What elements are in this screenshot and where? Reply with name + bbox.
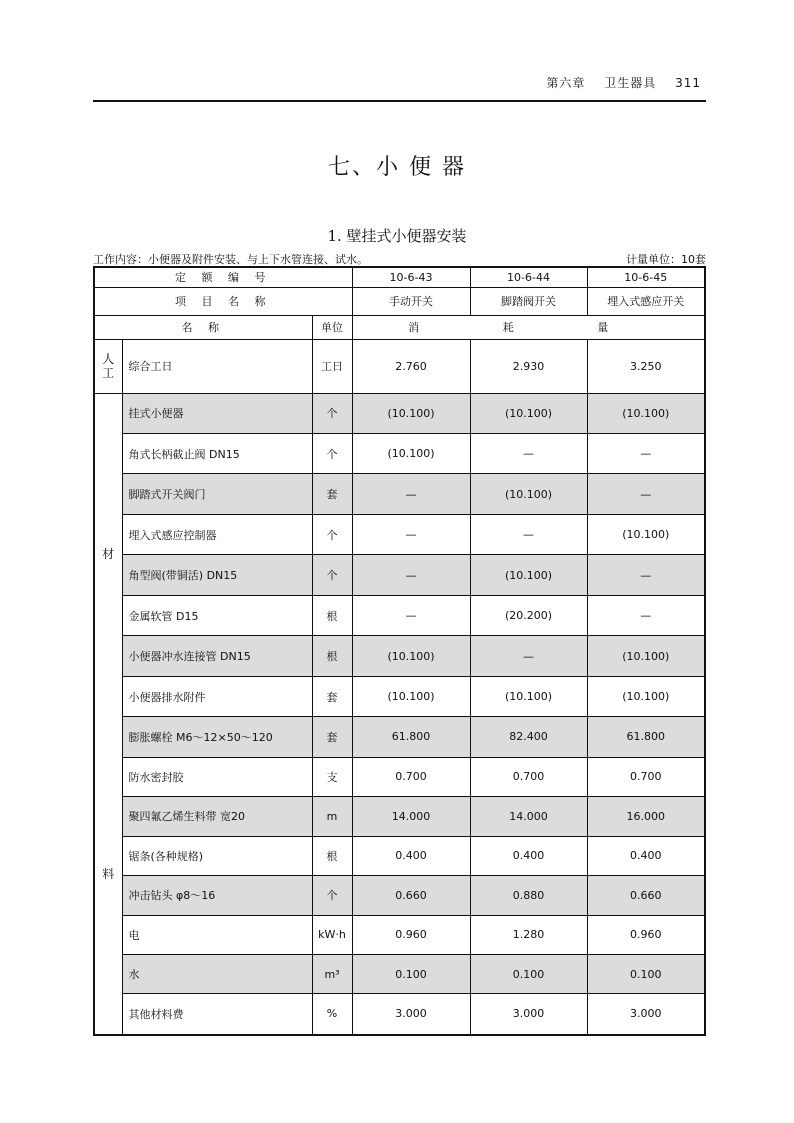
material-name: 锯条(各种规格) bbox=[122, 836, 312, 875]
material-name: 角型阀(带铜活) DN15 bbox=[122, 555, 312, 595]
material-value: 3.000 bbox=[470, 994, 587, 1035]
material-unit: 个 bbox=[312, 876, 352, 915]
material-value: 0.880 bbox=[470, 876, 587, 915]
material-value: 3.000 bbox=[352, 994, 470, 1035]
item-name: 脚踏阀开关 bbox=[470, 287, 587, 315]
material-unit: 个 bbox=[312, 433, 352, 473]
chapter-label: 第六章 bbox=[546, 76, 586, 90]
material-value: (10.100) bbox=[352, 636, 470, 676]
material-value: 0.400 bbox=[470, 836, 587, 875]
material-value: — bbox=[470, 636, 587, 676]
section-subtitle: 1. 壁挂式小便器安装 bbox=[327, 227, 467, 245]
material-value: (10.100) bbox=[470, 393, 587, 433]
material-name: 角式长柄截止阀 DN15 bbox=[122, 433, 312, 473]
page-number: 311 bbox=[675, 76, 701, 90]
material-row bbox=[94, 797, 705, 836]
labor-name: 综合工日 bbox=[122, 339, 312, 393]
material-name: 电 bbox=[122, 915, 312, 954]
labor-unit: 工日 bbox=[312, 339, 352, 393]
material-value: 82.400 bbox=[470, 717, 587, 757]
item-label: 项 目 名 称 bbox=[94, 287, 352, 315]
name-header: 名 称 bbox=[94, 315, 312, 339]
material-value: (10.100) bbox=[352, 433, 470, 473]
material-value: — bbox=[470, 514, 587, 554]
material-row bbox=[94, 433, 705, 473]
page-header bbox=[532, 74, 701, 91]
material-unit: 个 bbox=[312, 514, 352, 554]
material-value: 0.960 bbox=[587, 915, 705, 954]
quota-table bbox=[93, 266, 706, 1036]
material-category bbox=[94, 393, 122, 1035]
material-value: 0.100 bbox=[587, 954, 705, 993]
material-value: 14.000 bbox=[352, 797, 470, 836]
material-value: (10.100) bbox=[587, 393, 705, 433]
material-unit: kW·h bbox=[312, 915, 352, 954]
material-row bbox=[94, 595, 705, 635]
material-value: 0.400 bbox=[587, 836, 705, 875]
material-name: 埋入式感应控制器 bbox=[122, 514, 312, 554]
material-name: 金属软管 D15 bbox=[122, 595, 312, 635]
material-value: (10.100) bbox=[352, 676, 470, 716]
material-value: (10.100) bbox=[587, 676, 705, 716]
material-unit: 个 bbox=[312, 555, 352, 595]
material-row bbox=[94, 393, 705, 433]
material-row bbox=[94, 757, 705, 796]
material-unit: m bbox=[312, 797, 352, 836]
material-value: (10.100) bbox=[587, 636, 705, 676]
material-value: — bbox=[352, 555, 470, 595]
quota-code: 10-6-43 bbox=[352, 267, 470, 287]
unit-header: 单位 bbox=[312, 315, 352, 339]
quota-code: 10-6-45 bbox=[587, 267, 705, 287]
material-value: — bbox=[470, 433, 587, 473]
material-value: 61.800 bbox=[352, 717, 470, 757]
labor-value: 2.930 bbox=[470, 339, 587, 393]
work-content: 工作内容：小便器及附件安装、与上下水管连接、试水。 bbox=[93, 253, 368, 266]
material-name: 水 bbox=[122, 954, 312, 993]
material-value: — bbox=[352, 474, 470, 514]
material-value: 0.700 bbox=[470, 757, 587, 796]
material-row bbox=[94, 555, 705, 595]
material-value: — bbox=[587, 595, 705, 635]
material-row bbox=[94, 636, 705, 676]
material-value: (10.100) bbox=[470, 676, 587, 716]
material-value: 16.000 bbox=[587, 797, 705, 836]
material-name: 脚踏式开关阀门 bbox=[122, 474, 312, 514]
material-value: — bbox=[352, 595, 470, 635]
quota-label: 定 额 编 号 bbox=[94, 267, 352, 287]
material-category-bottom: 料 bbox=[102, 867, 115, 881]
material-unit: 个 bbox=[312, 393, 352, 433]
material-value: 0.700 bbox=[587, 757, 705, 796]
material-value: (10.100) bbox=[587, 514, 705, 554]
labor-value: 3.250 bbox=[587, 339, 705, 393]
material-unit: 根 bbox=[312, 836, 352, 875]
table-meta bbox=[93, 251, 706, 267]
material-value: 14.000 bbox=[470, 797, 587, 836]
material-row bbox=[94, 514, 705, 554]
material-row bbox=[94, 474, 705, 514]
material-value: — bbox=[352, 514, 470, 554]
material-row bbox=[94, 836, 705, 875]
consumption-header: 消 耗 量 bbox=[352, 315, 705, 339]
material-row bbox=[94, 876, 705, 915]
material-row bbox=[94, 915, 705, 954]
material-value: 3.000 bbox=[587, 994, 705, 1035]
section-label: 卫生器具 bbox=[604, 76, 657, 90]
material-name: 膨胀螺栓 M6～12×50～120 bbox=[122, 717, 312, 757]
material-name: 防水密封胶 bbox=[122, 757, 312, 796]
material-row bbox=[94, 717, 705, 757]
material-unit: 根 bbox=[312, 636, 352, 676]
labor-value: 2.760 bbox=[352, 339, 470, 393]
material-row bbox=[94, 676, 705, 716]
material-unit: 套 bbox=[312, 676, 352, 716]
quota-code-row bbox=[94, 267, 705, 287]
item-name: 埋入式感应开关 bbox=[587, 287, 705, 315]
material-value: 0.100 bbox=[470, 954, 587, 993]
material-value: (10.100) bbox=[470, 474, 587, 514]
material-value: 0.660 bbox=[352, 876, 470, 915]
material-unit: 根 bbox=[312, 595, 352, 635]
material-name: 小便器排水附件 bbox=[122, 676, 312, 716]
material-value: 0.960 bbox=[352, 915, 470, 954]
page-title: 七、小 便 器 bbox=[328, 155, 466, 180]
material-value: — bbox=[587, 433, 705, 473]
material-value: 0.660 bbox=[587, 876, 705, 915]
material-value: (10.100) bbox=[470, 555, 587, 595]
material-unit: 支 bbox=[312, 757, 352, 796]
labor-row bbox=[94, 339, 705, 393]
material-value: — bbox=[587, 555, 705, 595]
item-name: 手动开关 bbox=[352, 287, 470, 315]
unit-note: 计量单位：10套 bbox=[626, 253, 706, 266]
material-unit: 套 bbox=[312, 474, 352, 514]
material-value: 0.700 bbox=[352, 757, 470, 796]
header-rule bbox=[93, 100, 706, 102]
material-category-top: 材 bbox=[102, 547, 115, 561]
labor-category-text: 人工 bbox=[102, 352, 115, 380]
material-value: 1.280 bbox=[470, 915, 587, 954]
material-value: 61.800 bbox=[587, 717, 705, 757]
material-name: 挂式小便器 bbox=[122, 393, 312, 433]
material-unit: m³ bbox=[312, 954, 352, 993]
material-row bbox=[94, 954, 705, 993]
material-unit: % bbox=[312, 994, 352, 1035]
material-value: — bbox=[587, 474, 705, 514]
material-value: 0.400 bbox=[352, 836, 470, 875]
column-header-row bbox=[94, 315, 705, 339]
quota-code: 10-6-44 bbox=[470, 267, 587, 287]
material-value: (10.100) bbox=[352, 393, 470, 433]
material-value: (20.200) bbox=[470, 595, 587, 635]
item-name-row bbox=[94, 287, 705, 315]
labor-category bbox=[94, 339, 122, 393]
material-name: 冲击钻头 φ8～16 bbox=[122, 876, 312, 915]
material-value: 0.100 bbox=[352, 954, 470, 993]
material-name: 其他材料费 bbox=[122, 994, 312, 1035]
material-row bbox=[94, 994, 705, 1035]
material-unit: 套 bbox=[312, 717, 352, 757]
material-name: 小便器冲水连接管 DN15 bbox=[122, 636, 312, 676]
material-name: 聚四氟乙烯生料带 宽20 bbox=[122, 797, 312, 836]
